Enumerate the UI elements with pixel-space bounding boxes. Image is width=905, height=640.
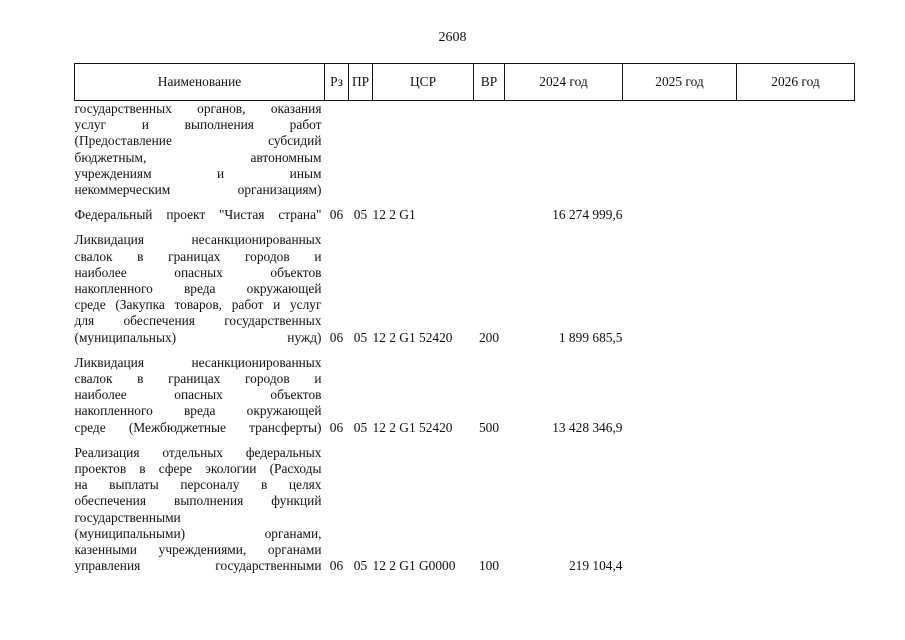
cell-rz: 06 — [329, 558, 344, 574]
cell-rz: 06 — [329, 207, 344, 223]
name-line: (Предоставление субсидий — [74, 133, 322, 149]
name-line: (муниципальных) нужд) — [74, 329, 322, 345]
name-line: Ликвидация несанкционированных — [74, 232, 322, 248]
header-vr: ВР — [474, 64, 505, 101]
name-line: свалок в границах городов и — [74, 248, 322, 264]
name-line: на выплаты персоналу в целях — [74, 477, 322, 493]
cell-rz: 06 — [329, 329, 344, 345]
table-header-row — [75, 64, 855, 101]
name-line: казенными учреждениями, органами — [74, 542, 322, 558]
name-line: среде (Закупка товаров, работ и услуг — [74, 297, 322, 313]
cell-2025 — [623, 198, 737, 223]
name-line: наиболее опасных объектов — [74, 387, 322, 403]
cell-vr: 200 — [478, 329, 500, 345]
cell-2024: 16 274 999,6 — [552, 207, 623, 223]
name-line: свалок в границах городов и — [74, 371, 322, 387]
name-line: Реализация отдельных федеральных — [74, 444, 322, 460]
row-name — [75, 198, 325, 223]
cell-2026 — [737, 436, 855, 575]
cell-vr: 100 — [478, 558, 500, 574]
cell-pr: 05 — [353, 329, 368, 345]
cell-pr: 05 — [353, 207, 368, 223]
table-row — [75, 436, 855, 575]
cell-2024: 219 104,4 — [568, 558, 623, 574]
name-line: накопленного вреда окружающей — [74, 403, 322, 419]
name-line: Ликвидация несанкционированных — [74, 354, 322, 370]
name-line: услуг и выполнения работ — [74, 117, 322, 133]
table-row — [75, 101, 855, 199]
table-row — [75, 198, 855, 223]
cell-rz — [325, 101, 349, 199]
name-line: накопленного вреда окружающей — [74, 281, 322, 297]
cell-rz: 06 — [329, 419, 344, 435]
cell-2024: 13 428 346,9 — [552, 419, 623, 435]
cell-csr: 12 2 G1 — [372, 207, 416, 223]
header-2025: 2025 год — [623, 64, 737, 101]
table-row — [75, 223, 855, 345]
cell-2025 — [623, 223, 737, 345]
cell-2026 — [737, 346, 855, 436]
cell-csr: 12 2 G1 52420 — [372, 329, 453, 345]
cell-2024: 1 899 685,5 — [558, 329, 623, 345]
cell-vr: 500 — [478, 419, 500, 435]
name-line: (муниципальными) органами, — [74, 525, 322, 541]
cell-2025 — [623, 436, 737, 575]
cell-pr: 05 — [353, 419, 368, 435]
cell-csr: 12 2 G1 G0000 — [372, 558, 456, 574]
name-line: обеспечения выполнения функций — [74, 493, 322, 509]
page-number: 2608 — [438, 30, 467, 45]
header-2024: 2024 год — [505, 64, 623, 101]
cell-csr — [373, 101, 474, 199]
row-name — [75, 436, 325, 575]
header-csr: ЦСР — [373, 64, 474, 101]
cell-2025 — [623, 346, 737, 436]
name-line: управления государственными — [74, 558, 322, 574]
name-line: государственными — [74, 509, 181, 525]
name-line: некоммерческим организациям) — [74, 182, 322, 198]
name-line: проектов в сфере экологии (Расходы — [74, 461, 322, 477]
cell-vr — [474, 101, 505, 199]
name-line: среде (Межбюджетные трансферты) — [74, 419, 322, 435]
cell-2026 — [737, 198, 855, 223]
name-line: учреждениям и иным — [74, 165, 322, 181]
cell-csr: 12 2 G1 52420 — [372, 419, 453, 435]
cell-vr — [474, 198, 505, 223]
row-name — [75, 346, 325, 436]
cell-2024 — [505, 101, 623, 199]
header-pr: ПР — [349, 64, 373, 101]
name-line: государственных органов, оказания — [74, 101, 322, 116]
header-rz: Рз — [325, 64, 349, 101]
budget-table — [74, 63, 855, 574]
table-row — [75, 346, 855, 436]
cell-2026 — [737, 223, 855, 345]
name-line: для обеспечения государственных — [74, 313, 322, 329]
cell-pr — [349, 101, 373, 199]
cell-2025 — [623, 101, 737, 199]
name-line: наиболее опасных объектов — [74, 264, 322, 280]
row-name — [75, 101, 325, 199]
cell-pr: 05 — [353, 558, 368, 574]
header-name: Наименование — [75, 64, 325, 101]
row-name — [75, 223, 325, 345]
header-2026: 2026 год — [737, 64, 855, 101]
cell-2026 — [737, 101, 855, 199]
name-line: Федеральный проект "Чистая страна" — [74, 207, 322, 223]
name-line: бюджетным, автономным — [74, 149, 322, 165]
